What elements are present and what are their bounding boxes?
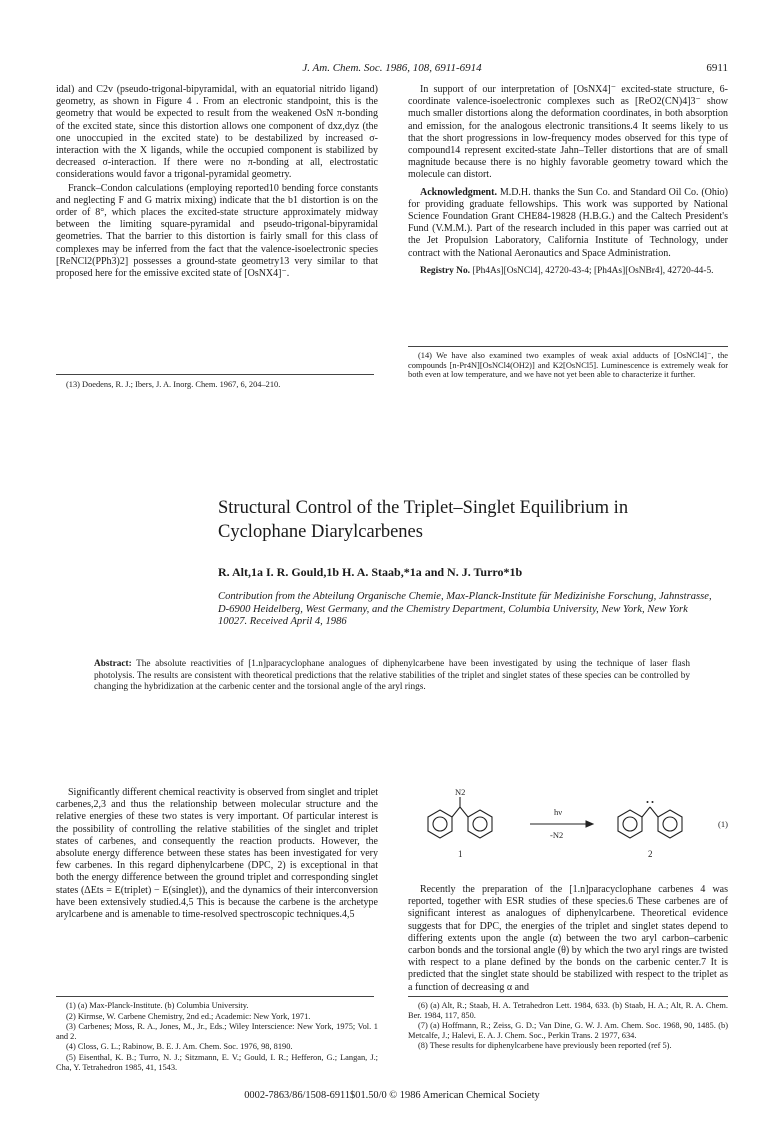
copyright-footer: 0002-7863/86/1508-6911$01.50/0 © 1986 American Chemical Society: [244, 1090, 540, 1101]
footnote-7: (7) (a) Hoffmann, R.; Zeiss, G. D.; Van Dine, G. W. J. Am. Chem. Soc. 1968, 90, 1485. (b) Metcalfe, J.; Halevi, E. A. J. Chem. Soc., Perkin Trans. 2 1977, 634.: [408, 1021, 728, 1040]
running-header: [56, 62, 728, 76]
author-list: R. Alt,1a I. R. Gould,1b H. A. Staab,*1a and N. J. Turro*1b: [218, 565, 523, 579]
body-right-paragraph: Recently the preparation of the [1.n]paracyclophane carbenes 4 was reported, together with ESR studies of these species.6 These carbenes are of significant interest as analogues of diphenylcarbene. Theoretical evidence suggests that for DPC, the energies of the triplet and singlet states depend to differing extents upon the angle (α) between the two aryl carbon–carbenic carbon bonds and the torsional angle (θ) by which the two aryl rings are twisted with respect to a plane defined by the bonds on the carbenic center.7 It is predicted that the singlet state should be stabilized with respect to the triplet as a function of decreasing α and: [408, 884, 728, 993]
contribution-affiliation: Contribution from the Abteilung Organische Chemie, Max-Planck-Institute für Medizinishe Forschung, Jahnstrasse, D-6900 Heidelberg, West Germany, and the Chemistry Department, Columbia University, New York, New York 10027. Received April 4, 1986: [218, 591, 712, 628]
abstract-text: The absolute reactivities of [1.n]paracyclophane analogues of diphenylcarbene have been investigated by using the technique of laser flash photolysis. The results are consistent with theoretical predictions that the relative stabilities of the triplet and singlet states of these species can be controlled by changing the hybridization at the carbenic center and the torsional angle of the aryl rings.: [94, 659, 691, 693]
registry-numbers: [408, 265, 728, 277]
footnote-divider: [56, 374, 374, 375]
footnote-8: (8) These results for diphenylcarbene have previously been reported (ref 5).: [418, 1041, 672, 1051]
footnote-4: (4) Closs, G. L.; Rabinow, B. E. J. Am. Chem. Soc. 1976, 98, 8190.: [66, 1042, 293, 1052]
body-left-paragraph: Significantly different chemical reactivity is observed from singlet and triplet carbenes,2,3 and thus the relationship between molecular structure and the relative energies of these two states is very important. Of particular interest is the possibility of controlling the relative stabilities of the singlet and triplet states of carbenes, and consequently the reaction products. However, the absolute energy difference between these states has been investigated for very few carbenes. In this regard diphenylcarbene (DPC, 2) is exceptional in that both the energy difference between the ground triplet and corresponding singlet states (ΔEts = E(triplet) − E(singlet)), and the dynamics of their interconversion have been extensively studied.4,5 This is because the carbene is the archetype arylcarbene and is amenable to time-resolved spectroscopic techniques.4,5: [56, 787, 378, 921]
equation-number: (1): [718, 819, 728, 829]
registry-label: Registry No.: [420, 265, 470, 276]
reaction-arrow: [530, 821, 593, 827]
body-left-footnotes: [56, 1001, 378, 1072]
body-right-column: [408, 884, 728, 994]
carbene-dot-left: [647, 801, 649, 803]
acknowledgment-label: Acknowledgment.: [420, 186, 497, 198]
footnote-6: (6) (a) Alt, R.; Staab, H. A. Tetrahedron Lett. 1984, 633. (b) Staab, H. A.; Alt, R. A. Chem. Ber. 1984, 117, 850.: [408, 1001, 728, 1020]
acknowledgment-text: M.D.H. thanks the Sun Co. and Standard Oil Co. (Ohio) for providing graduate fellowships. This work was supported by National Science Foundation Grant CHE84-19828 (H.B.G.) and the Caltech President's Fund (V.M.M.). Part of the research included in this paper was carried out at the Jet Propulsion Laboratory, California Institute of Technology, under contract with the National Aeronautics and Space Administration.: [408, 186, 728, 259]
minus-n2-label: -N2: [550, 830, 564, 840]
prev-article-left-column: [56, 84, 378, 280]
compound-2-label: 2: [648, 849, 653, 859]
footnote-13: (13) Doedens, R. J.; Ibers, J. A. Inorg. Chem. 1967, 6, 204–210.: [66, 380, 281, 389]
carbene-compound-2: [618, 807, 682, 838]
footnote-divider-right: [408, 346, 728, 347]
prev-left-paragraph-1: idal) and C2v (pseudo-trigonal-bipyramidal, with an equatorial nitrido ligand) geometry, as shown in Figure 4 . From an electronic standpoint, this is the geometry that would be expected to result from the weakened OsN π-bonding of the excited state, since this distortion allows one component of dxz,dyz (the one unoccupied in the excited state) to be destabilized by increased σ-interaction with the X ligands, while the occupied component is stabilized by decreased σ-interaction. If there were no π-bonding at all, electrostatic considerations would favor a trigonal-pyramidal geometry.: [56, 84, 378, 181]
prev-article-right-column: [408, 84, 728, 277]
prev-right-paragraph: In support of our interpretation of [OsNX4]⁻ excited-state structure, 6-coordinate valence-isoelectronic complexes such as [ReO2(CN)4]3⁻ show much smaller distortions along the deformation coordinates, in both absorption and emission, for the analogous electronic transitions.4 It seems likely to us that the short progressions in low-frequency modes observed for this type of compound14 represent excited-state Jahn–Teller distortions that are of small magnitude because there is no highly favorable geometry toward which the molecule can distort.: [408, 84, 728, 181]
footnote-14: (14) We have also examined two examples of weak axial adducts of [OsNCl4]⁻, the compounds [n-Pr4N][OsNCl4(OH2)] and K2[OsNCl5]. Luminescence is extremely weak for both even at low temperature, and we have not yet been able to characterize it further.: [408, 351, 728, 380]
footnote-3: (3) Carbenes; Moss, R. A., Jones, M., Jr., Eds.; Wiley Interscience: New York, 1975; Vol. 1 and 2.: [56, 1022, 378, 1041]
reaction-scheme: [418, 785, 738, 880]
footnote-2: (2) Kirmse, W. Carbene Chemistry, 2nd ed.; Academic: New York, 1971.: [66, 1011, 311, 1021]
n2-label: N2: [455, 787, 466, 797]
footnote-1: (1) (a) Max-Planck-Institute. (b) Columbia University.: [66, 1001, 249, 1010]
prev-left-footnotes: [56, 380, 378, 390]
title-line-2: Cyclophane Diarylcarbenes: [218, 522, 423, 542]
compound-1-label: 1: [458, 849, 463, 859]
diazo-compound-1: [428, 797, 492, 838]
acknowledgment: [408, 187, 728, 260]
footnote-divider-body-left: [56, 996, 374, 997]
abstract: [94, 659, 690, 694]
footnote-divider-body-right: [408, 996, 728, 997]
journal-citation: J. Am. Chem. Soc. 1986, 108, 6911-6914: [302, 62, 482, 74]
hv-label: hν: [554, 807, 563, 817]
body-right-footnotes: [408, 1001, 728, 1051]
registry-text: [Ph4As][OsNCl4], 42720-43-4; [Ph4As][OsNBr4], 42720-44-5.: [472, 265, 714, 276]
prev-right-footnotes: [408, 351, 728, 380]
title-line-1: Structural Control of the Triplet–Singlet Equilibrium in: [218, 498, 629, 518]
page-number: 6911: [706, 62, 728, 74]
prev-left-paragraph-2: Franck–Condon calculations (employing reported10 bending force constants and neglecting F and G matrix mixing) indicate that the b1 distortion is on the order of 8°, which places the excited-state structure approximately midway between the limiting square-pyramidal and pseudo-trigonal-bipyramidal geometries. That the barrier to this distortion is fairly small for this class of complexes may be inferred from the fact that the valence-isoelectronic species [ReNCl2(PPh3)2] possesses a ground-state geometry13 very similar to that proposed here for the emissive excited state of [OsNX4]⁻.: [56, 182, 378, 280]
body-left-column: [56, 787, 378, 921]
carbene-dot-right: [652, 801, 654, 803]
footnote-5: (5) Eisenthal, K. B.; Turro, N. J.; Sitzmann, E. V.; Gould, I. R.; Hefferon, G.; Langan, J.; Cha, Y. Tetrahedron 1985, 41, 1543.: [56, 1052, 378, 1072]
abstract-label: Abstract:: [94, 659, 132, 669]
article-title: [218, 496, 738, 544]
